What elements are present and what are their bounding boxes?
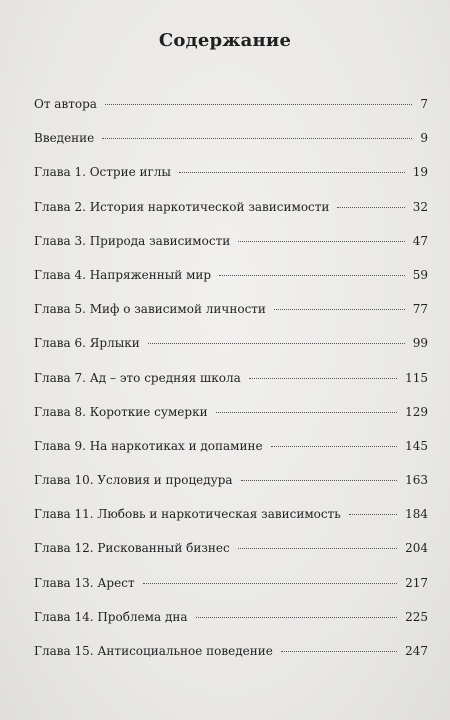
dot-leader [249,378,397,379]
table-of-contents [34,97,428,678]
toc-entry [34,268,428,302]
toc-entry [34,576,428,610]
dot-leader [105,104,412,105]
toc-entry-page: 19 [412,165,428,180]
toc-entry [34,439,428,473]
toc-entry-page: 7 [420,97,428,111]
dot-leader [238,548,397,549]
toc-entry [34,644,428,678]
dot-leader [219,275,405,276]
toc-entry-label: Глава 11. Любовь и наркотическая зависимость [34,507,341,522]
toc-entry-label: Глава 15. Антисоциальное поведение [34,644,273,658]
dot-leader [148,343,405,344]
toc-entry [34,541,428,575]
toc-entry-label: От автора [34,97,97,111]
toc-entry-label: Глава 4. Напряженный мир [34,267,212,282]
toc-entry-label: Глава 7. Ад – это средняя школа [34,370,241,385]
dot-leader [271,446,398,447]
dot-leader [241,480,398,481]
toc-entry-label: Глава 6. Ярлыки [34,336,140,351]
dot-leader [143,583,398,584]
toc-entry [34,405,428,439]
toc-entry [34,507,428,541]
toc-entry-page: 184 [405,507,428,522]
toc-entry [34,336,428,370]
dot-leader [281,651,397,652]
toc-entry [34,302,428,336]
toc-entry [34,234,428,268]
toc-entry [34,473,428,507]
toc-entry-label: Глава 10. Условия и процедура [34,473,233,488]
toc-entry-label: Глава 8. Короткие сумерки [34,404,208,419]
dot-leader [196,617,398,618]
dot-leader [238,241,405,242]
toc-entry-label: Введение [34,131,95,146]
dot-leader [349,514,397,515]
toc-entry-page: 247 [405,644,428,658]
toc-entry-label: Глава 9. На наркотиках и допамине [34,438,263,453]
dot-leader [274,309,405,310]
toc-entry-label: Глава 14. Проблема дна [34,609,188,624]
toc-entry [34,200,428,234]
toc-entry-page: 59 [412,267,428,282]
toc-entry-label: Глава 3. Природа зависимости [34,233,231,248]
dot-leader [337,207,404,208]
toc-entry-label: Глава 2. История наркотической зависимости [34,199,330,214]
toc-entry-page: 9 [420,131,428,146]
toc-entry-page: 217 [405,575,428,590]
toc-entry-label: Глава 12. Рискованный бизнес [34,541,230,556]
toc-entry-page: 225 [405,609,428,624]
toc-entry-page: 115 [405,370,428,385]
toc-entry-page: 204 [405,541,428,556]
toc-entry-page: 145 [405,438,428,453]
toc-entry-page: 32 [412,199,428,214]
toc-entry [34,610,428,644]
toc-entry [34,165,428,199]
dot-leader [179,172,405,173]
page-title: Содержание [158,30,292,51]
toc-entry-label: Глава 13. Арест [34,575,135,590]
toc-entry [34,97,428,131]
toc-entry-page: 129 [405,404,428,419]
toc-entry-page: 99 [412,336,428,351]
dot-leader [216,412,398,413]
toc-entry-label: Глава 5. Миф о зависимой личности [34,302,266,317]
toc-entry-page: 77 [412,302,428,317]
toc-entry-page: 47 [412,233,428,248]
toc-entry-label: Глава 1. Острие иглы [34,165,171,180]
dot-leader [102,138,412,139]
toc-entry [34,371,428,405]
toc-entry [34,131,428,165]
toc-entry-page: 163 [405,473,428,488]
